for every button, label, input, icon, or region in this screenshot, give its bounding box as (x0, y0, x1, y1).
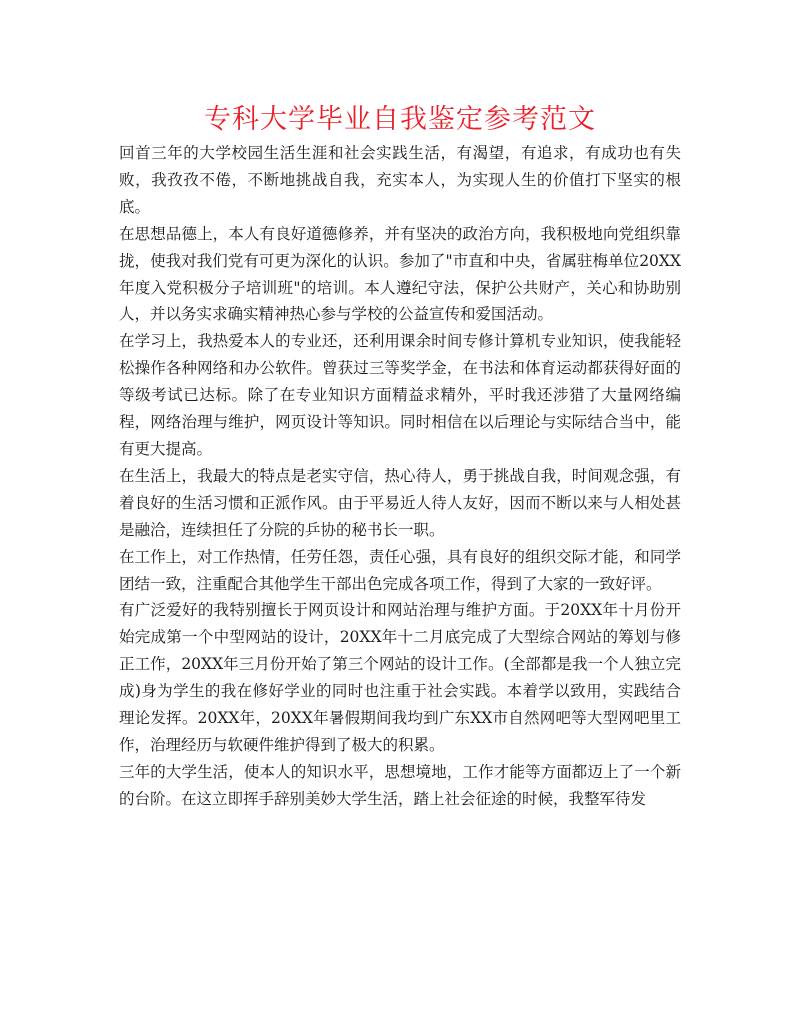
document-body (119, 140, 681, 813)
paragraph-intro: 回首三年的大学校园生活生涯和社会实践生活，有渴望，有追求，有成功也有失败，我孜孜不倦，不断地挑战自我，充实本人，为实现人生的价值打下坚实的根底。 (119, 144, 681, 216)
document-title: 专科大学毕业自我鉴定参考范文 (204, 104, 596, 135)
paragraph-work: 在工作上，对工作热情，任劳任怨，责任心强，具有良好的组织交际才能，和同学团结一致，注重配合其他学生干部出色完成各项工作，得到了大家的一致好评。 (119, 547, 681, 593)
paragraph-hobbies: 有广泛爱好的我特别擅长于网页设计和网站治理与维护方面。于20XX年十月份开始完成第一个中型网站的设计，20XX年十二月底完成了大型综合网站的筹划与修正工作，20XX年三月份开始了第三个网站的设计工作。(全部都是我一个人独立完成)身为学生的我在修好学业的同时也注重于社会实践。本着学以致用，实践结合理论发挥。20XX年，20XX年暑假期间我均到广东XX市自然网吧等大型网吧里工作，治理经历与软硬件维护得到了极大的积累。 (119, 601, 681, 754)
paragraph-life: 在生活上，我最大的特点是老实守信，热心待人，勇于挑战自我，时间观念强，有着良好的生活习惯和正派作风。由于平易近人待人友好，因而不断以来与人相处甚是融洽，连续担任了分院的乒协的秘书长一职。 (119, 466, 681, 539)
paragraph-summary: 三年的大学生活，使本人的知识水平，思想境地，工作才能等方面都迈上了一个新的台阶。在这立即挥手辞别美妙大学生活，踏上社会征途的时候，我整军待发 (119, 762, 681, 808)
paragraph-ideology: 在思想品德上，本人有良好道德修养，并有坚决的政治方向，我积极地向党组织靠拢，使我对我们党有可更为深化的认识。参加了"市直和中央，省属驻梅单位20XX年度入党积极分子培训班"的培训。本人遵纪守法，保护公共财产，关心和协助别人，并以务实求确实精神热心参与学校的公益宣传和爱国活动。 (119, 224, 681, 324)
paragraph-study: 在学习上，我热爱本人的专业还，还利用课余时间专修计算机专业知识，使我能轻松操作各种网络和办公软件。曾获过三等奖学金，在书法和体育运动都获得好面的等级考试已达标。除了在专业知识方面精益求精外，平时我还涉猎了大量网络编程，网络治理与维护，网页设计等知识。同时相信在以后理论与实际结合当中，能有更大提高。 (119, 332, 681, 458)
